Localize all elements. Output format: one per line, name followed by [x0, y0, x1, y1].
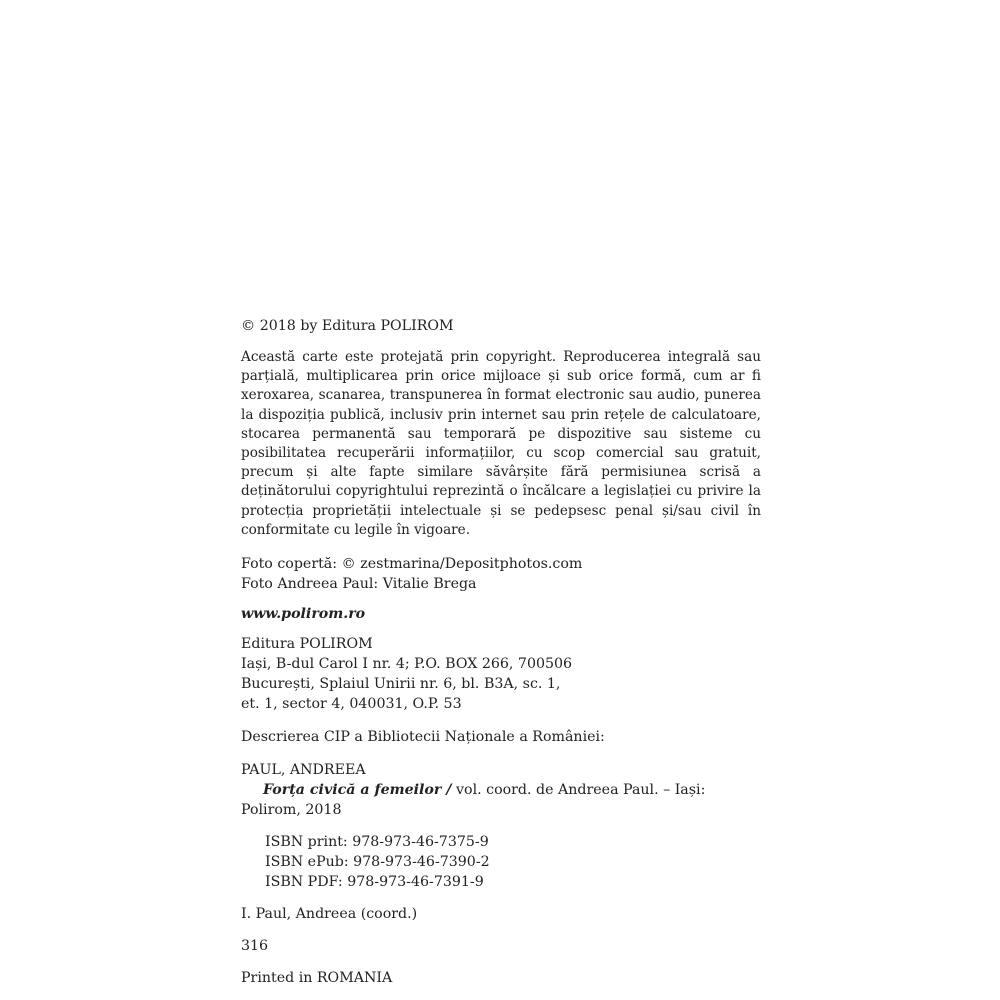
publisher-info	[241, 634, 761, 714]
cip-classification: 316	[241, 938, 269, 955]
printed-in: Printed in ROMANIA	[241, 970, 393, 987]
photo-credits	[241, 554, 761, 594]
isbn-print: ISBN print: 978-973-46-7375-9	[265, 834, 489, 851]
cover-photo-credit: Foto copertă: © zestmarina/Depositphotos.com	[241, 556, 583, 573]
cip-author: PAUL, ANDREEA	[241, 762, 366, 779]
cip-book-title: Forța civică a femeilor /	[263, 782, 452, 799]
website-link[interactable]: www.polirom.ro	[241, 606, 366, 623]
publisher-name: Editura POLIROM	[241, 636, 373, 653]
publisher-address-iasi: Iași, B-dul Carol I nr. 4; P.O. BOX 266, 700506	[241, 656, 573, 673]
cip-citation	[241, 780, 761, 820]
cip-coordinator: I. Paul, Andreea (coord.)	[241, 906, 418, 923]
publisher-address-bucuresti-2: et. 1, sector 4, 040031, O.P. 53	[241, 696, 462, 713]
isbn-list	[241, 832, 761, 892]
isbn-pdf: ISBN PDF: 978-973-46-7391-9	[265, 874, 484, 891]
publisher-address-bucuresti-1: București, Splaiul Unirii nr. 6, bl. B3A, sc. 1,	[241, 676, 561, 693]
copyright-page	[241, 316, 761, 988]
legal-notice: Această carte este protejată prin copyright. Reproducerea integrală sau parțială, multiplicarea prin orice mijloace și sub orice formă, cum ar fi xeroxarea, scanarea, transpunerea în format electronic sau audio, punerea la dispoziția publică, inclusiv prin internet sau prin rețele de calculatoare, stocarea permanentă sau temporară pe dispozitive sau sisteme cu posibilitatea recuperării informațiilor, cu scop comercial sau gratuit, precum și alte fapte similare săvârșite fără permisiunea scrisă a deținătorului copyrightului reprezintă o încălcare a legislației cu privire la protecția proprietății intelectuale și se pedepsesc penal și/sau civil în conformitate cu legile în vigoare.	[241, 349, 761, 538]
copyright-notice: © 2018 by Editura POLIROM	[241, 318, 454, 334]
cip-citation-rest: vol. coord. de Andreea Paul. – Iași: Polirom, 2018	[241, 782, 706, 819]
cip-title: Descrierea CIP a Bibliotecii Naționale a României:	[241, 729, 605, 746]
isbn-epub: ISBN ePub: 978-973-46-7390-2	[265, 854, 490, 871]
author-photo-credit: Foto Andreea Paul: Vitalie Brega	[241, 576, 477, 593]
